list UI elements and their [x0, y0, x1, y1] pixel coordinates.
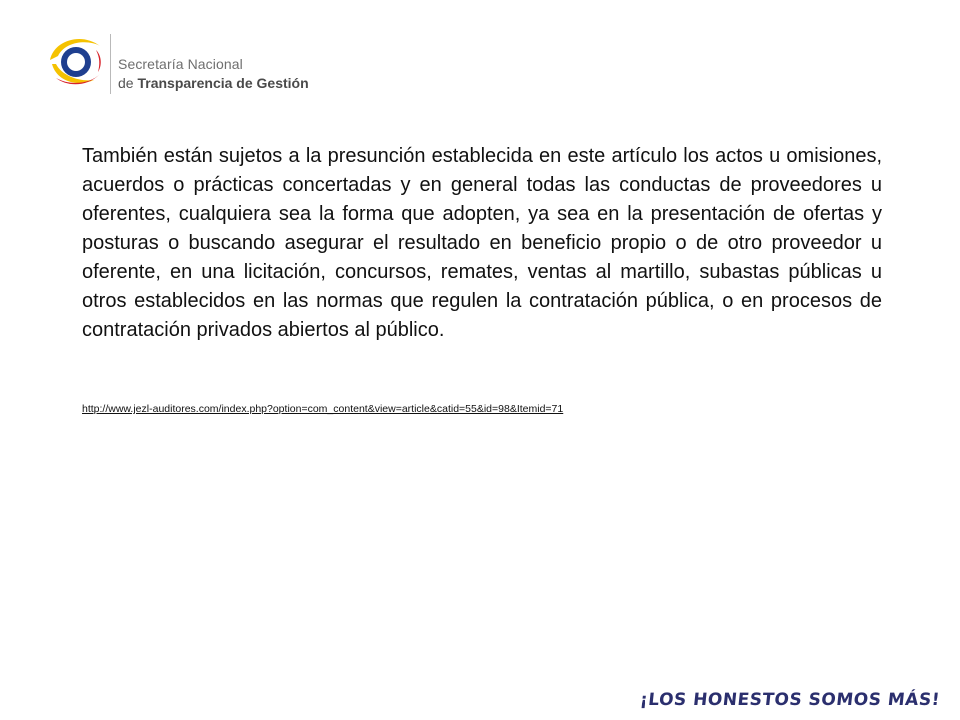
logo-text-line1: Secretaría Nacional — [118, 56, 243, 72]
footer-slogan: ¡LOS HONESTOS SOMOS MÁS! — [639, 690, 942, 710]
body-paragraph: También están sujetos a la presunción establecida en este artículo los actos u omisiones, acuerdos o prácticas concertadas y en general todas las conductas de proveedores u oferentes, cualquiera sea la forma que adopten, ya sea en la presentación de ofertas y posturas o buscando asegurar el resultado en beneficio propio o de otro proveedor u oferente, en una licitación, concursos, remates, ventas al martillo, subastas públicas u otros establecidos en las normas que regulen la contratación pública, o en procesos de contratación privados abiertos al público. — [82, 145, 882, 341]
logo-text-bold: Transparencia de Gestión — [137, 75, 309, 91]
eye-logo-icon — [46, 30, 106, 90]
institution-logo — [46, 30, 316, 102]
logo-divider — [110, 34, 111, 94]
source-link[interactable]: http://www.jezl-auditores.com/index.php?option=com_content&view=article&catid=55&id=98&Itemid=71 — [82, 403, 564, 415]
logo-text-line2 — [118, 75, 309, 91]
logo-text-prefix: de — [118, 75, 138, 91]
